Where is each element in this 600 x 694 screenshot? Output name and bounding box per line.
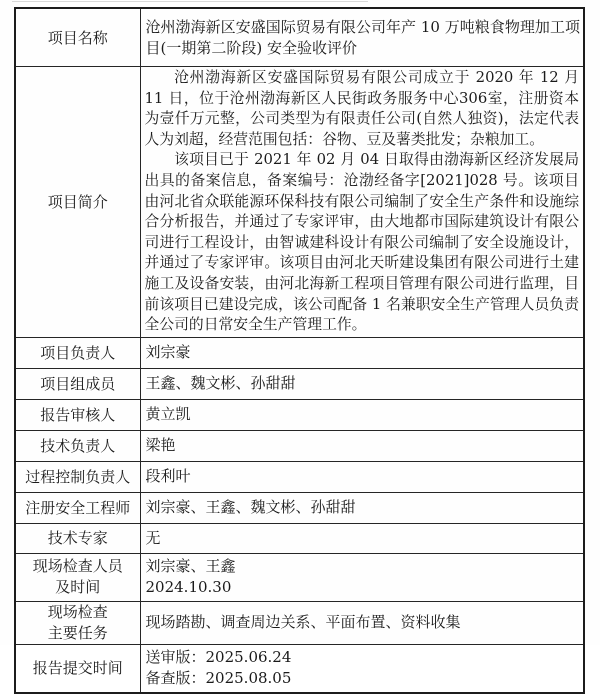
page-top-edge-line [12,1,368,2]
row-technical-experts [15,523,584,553]
team-members-value: 王鑫、魏文彬、孙甜甜 [140,368,584,399]
label-line-2: 及时间 [55,578,101,597]
project-intro-value [140,67,584,338]
technical-experts-value: 无 [140,523,584,553]
row-site-inspection-tasks [15,601,584,644]
report-reviewer-value: 黄立凯 [140,399,584,430]
site-inspection-tasks-value: 现场踏勘、调查周边关系、平面布置、资料收集 [140,601,584,644]
site-inspection-personnel-time-label [15,553,140,601]
intro-paragraph-2: 该项目已于 2021 年 02 月 04 日取得由渤海新区经济发展局出具的备案信息，备案编号：沧渤经备字[2021]028 号。该项目由河北省众联能源环保科技有限公司编制了安全生产条件和设施综合分析报告，并通过了专家评审，由大地都市国际建筑设计有限公司进行工程设计，由智诚建科设计有限公司编制了安全设施设计，并通过了专家评审。该项目由河北天昕建设集团有限公司进行土建施工及设备安装，由河北海新工程项目管理有限公司进行监理，目前该项目已建设完成，该公司配备 1 名兼职安全生产管理人员负责全公司的日常安全生产管理工作。 [144,151,579,334]
row-report-submission-time [15,644,584,693]
row-project-name [15,8,584,67]
row-site-inspection-personnel-time [15,553,584,601]
report-submission-time-label: 报告提交时间 [15,644,140,693]
label-line-1: 现场检查 [47,602,108,621]
registered-safety-engineers-value: 刘宗豪、王鑫、魏文彬、孙甜甜 [140,492,584,523]
process-control-leader-value: 段利叶 [140,461,584,492]
project-name-value: 沧州渤海新区安盛国际贸易有限公司年产 10 万吨粮食物理加工项目(一期第二阶段) 安全验收评价 [140,8,584,67]
label-line-1: 现场检查人员 [32,557,123,576]
site-inspection-personnel-time-value [140,553,584,601]
technical-leader-label: 技术负责人 [15,430,140,461]
row-registered-safety-engineers [15,492,584,523]
report-submission-time-value [140,644,584,693]
site-inspection-tasks-label [15,601,140,644]
technical-leader-value: 梁艳 [140,430,584,461]
project-leader-value: 刘宗豪 [140,337,584,368]
submission-record-version: 备查版：2025.08.05 [145,669,292,688]
intro-paragraph-1: 沧州渤海新区安盛国际贸易有限公司成立于 2020 年 12 月 11 日，位于沧州渤海新区人民街政务服务中心306室，注册资本为壹仟万元整，公司类型为有限责任公司(自然人独资)，法定代表人为刘超，经营范围包括：谷物、豆及薯类批发；杂粮加工。 [144,69,579,148]
row-project-leader [15,337,584,368]
registered-safety-engineers-label: 注册安全工程师 [15,492,140,523]
team-members-label: 项目组成员 [15,368,140,399]
project-leader-label: 项目负责人 [15,337,140,368]
process-control-leader-label: 过程控制负责人 [15,461,140,492]
row-process-control-leader [15,461,584,492]
project-intro-label: 项目简介 [15,67,140,338]
submission-review-version: 送审版：2025.06.24 [145,648,292,667]
row-report-reviewer [15,399,584,430]
row-project-intro [15,67,584,338]
technical-experts-label: 技术专家 [15,523,140,553]
inspection-date: 2024.10.30 [145,578,232,597]
row-team-members [15,368,584,399]
project-name-label: 项目名称 [15,8,140,67]
label-line-2: 主要任务 [47,623,108,642]
project-info-table [14,7,585,694]
row-technical-leader [15,430,584,461]
report-reviewer-label: 报告审核人 [15,399,140,430]
inspection-personnel: 刘宗豪、王鑫 [145,557,236,576]
